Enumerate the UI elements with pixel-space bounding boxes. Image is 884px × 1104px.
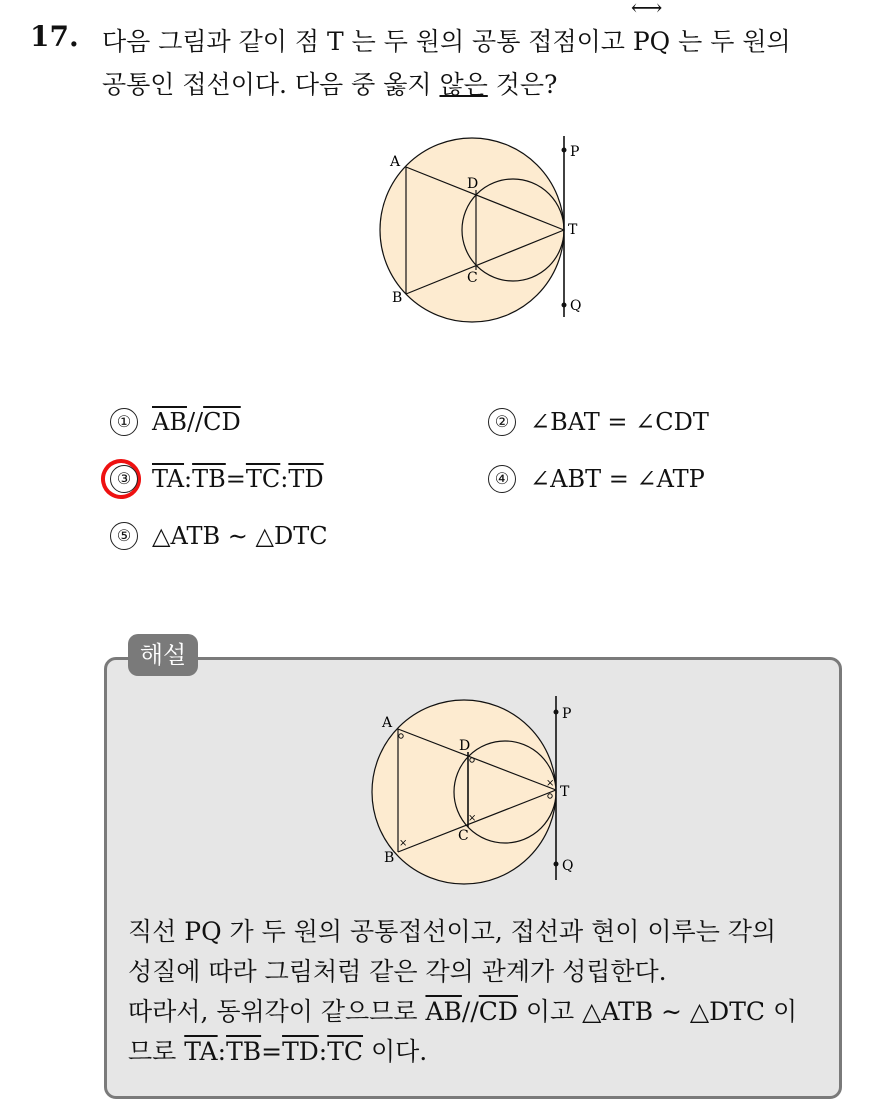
angle-mark-x: × [399,838,408,849]
solution-text-part: : [318,1037,328,1066]
choice-content: ∠BAT = ∠CDT [530,408,709,436]
segment-tc-text: $\overline{TC}$ [327,1037,364,1066]
choice-part: : [280,465,289,493]
point-q [562,303,567,308]
question-figure [370,130,610,330]
segment-td-text: $\overline{TD}$ [282,1037,319,1066]
label-t: T [568,222,578,238]
choice-content [152,465,324,493]
question-text-part: 는 두 원의 [670,27,791,56]
solution-label: 해설 [128,634,198,676]
label-d: D [459,738,471,754]
choice-part: $\overline{TC}$ [245,465,281,493]
choice-part: $\overline{CD}$ [203,408,241,436]
question-text-part: 것은? [487,70,558,99]
angle-mark-x: × [468,813,477,824]
solution-text-part: = [261,1037,283,1066]
point-q [554,862,559,867]
solution-text [128,912,828,1072]
question-text-part: 공통인 접선이다. 다음 중 옳지 [102,70,440,99]
solution-line-4 [128,1032,828,1072]
choice-part: // [186,408,204,436]
solution-line-3 [128,992,828,1032]
solution-text-part: 므로 [128,1037,185,1066]
choice-part: $\overline{TD}$ [288,465,324,493]
solution-text-part: // [461,997,479,1026]
label-p: P [570,144,580,160]
segment-ab-text: $\overline{AB}$ [425,997,462,1026]
solution-text-part: 이다. [363,1037,428,1066]
solution-text-part: 이고 △ATB ∼ △DTC 이 [517,997,798,1026]
label-t: T [560,784,570,800]
choice-number: ④ [488,465,516,493]
label-a: A [382,715,393,731]
underlined-word: 않은 [439,70,488,99]
question-text [102,20,872,106]
solution-line-2: 성질에 따라 그림처럼 같은 각의 관계가 성립한다. [128,957,667,986]
label-q: Q [562,858,574,874]
label-d: D [467,176,479,192]
solution-text-part: : [217,1037,227,1066]
choice-number: ② [488,408,516,436]
label-p: P [562,706,572,722]
question-line-2 [102,63,872,106]
label-a: A [390,154,401,170]
choice-part: $\overline{AB}$ [152,408,187,436]
choice-content: ∠ABT = ∠ATP [530,465,705,493]
point-p [554,710,559,715]
angle-mark-x: × [546,778,555,789]
choice-4[interactable] [488,465,705,493]
choice-3[interactable] [110,465,324,493]
solution-line-1: 직선 PQ 가 두 원의 공통접선이고, 접선과 현이 이루는 각의 [128,917,777,946]
segment-ta-text: $\overline{TA}$ [184,1037,218,1066]
choice-part: : [184,465,193,493]
segment-cd-text: $\overline{CD}$ [478,997,518,1026]
choice-number: ⑤ [110,522,138,550]
question-number: 17. [30,20,79,53]
label-c: C [467,270,478,286]
choice-part: = [225,465,246,493]
label-b: B [384,850,395,866]
segment-tb-text: $\overline{TB}$ [226,1037,262,1066]
large-circle [380,138,564,322]
question-text-part: 다음 그림과 같이 점 T 는 두 원의 공통 접점이고 [102,27,633,56]
solution-text-part: 따라서, 동위각이 같으므로 [128,997,426,1026]
solution-figure [360,692,600,892]
choice-number: ① [110,408,138,436]
label-b: B [392,290,403,306]
label-c: C [458,828,469,844]
choice-number: ③ [110,465,138,493]
choice-2[interactable] [488,408,709,436]
line-pq: ⟷ PQ [633,20,670,63]
question-line-1 [102,20,872,63]
choice-part: $\overline{TA}$ [152,465,185,493]
choice-1[interactable] [110,408,241,436]
point-p [562,148,567,153]
choice-5[interactable] [110,522,328,550]
choice-content: △ATB ∼ △DTC [152,522,328,550]
choice-content [152,408,241,436]
label-q: Q [570,298,582,314]
choice-part: $\overline{TB}$ [192,465,226,493]
